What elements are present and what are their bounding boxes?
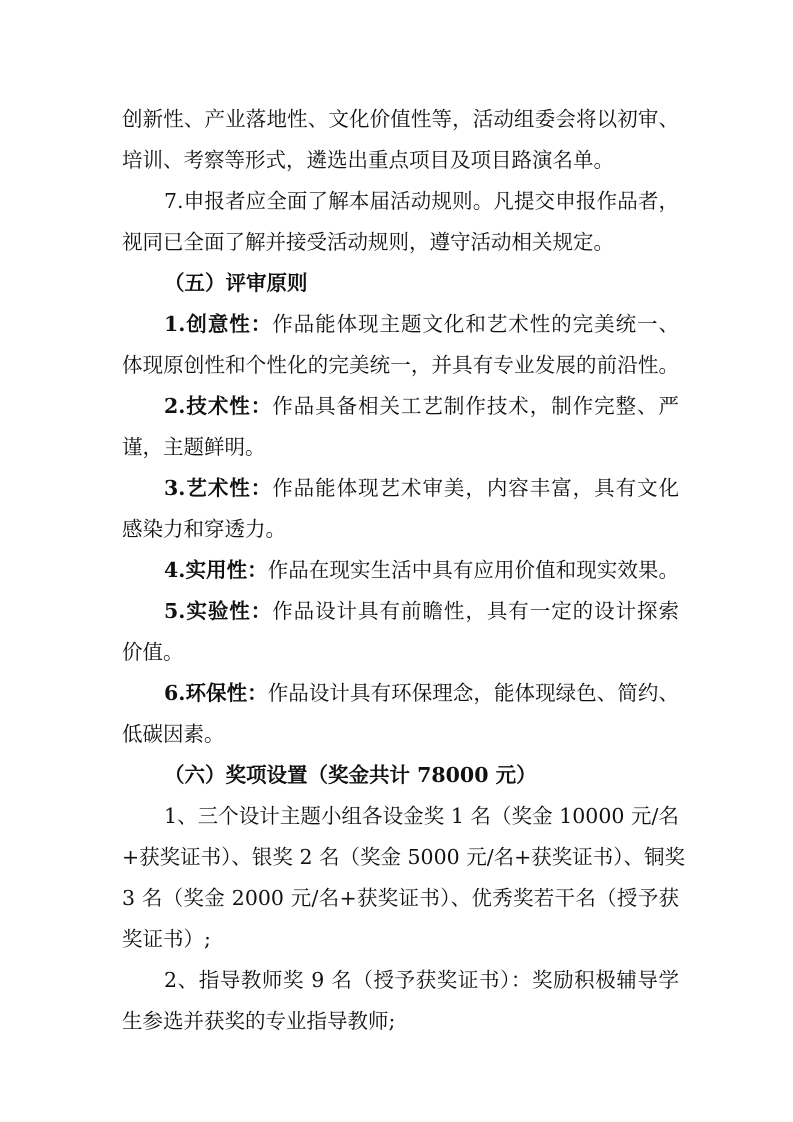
criterion-label: 1.创意性： [164,312,273,336]
criterion-label: 4.实用性： [164,558,268,582]
criterion-text: 作品设计具有环保理念，能体现绿色、简约、 [267,681,679,705]
award-line: 3 名（奖金 2000 元/名+获奖证书）、优秀奖若干名（授予获 [122,886,679,910]
paragraph-line: 视同已全面了解并接受活动规则，遵守活动相关规定。 [122,230,614,254]
paragraph-line: 培训、考察等形式，遴选出重点项目及项目路演名单。 [122,148,614,172]
paragraph-line: 创新性、产业落地性、文化价值性等，活动组委会将以初审、 [122,107,679,131]
criterion-label: 2.技术性： [164,394,273,418]
section-heading: （六）奖项设置（奖金共计 78000 元） [164,763,537,787]
criterion-label: 6.环保性： [164,681,268,705]
criterion-text: 作品在现实生活中具有应用价值和现实效果。 [267,558,679,582]
criterion-cont: 感染力和穿透力。 [122,517,286,541]
criterion-line [164,391,679,421]
criterion-line [164,678,679,708]
award-line: 1、三个设计主题小组各设金奖 1 名（奖金 10000 元/名 [164,804,679,828]
award-line: 生参选并获奖的专业指导教师; [122,1009,396,1033]
award-line: 奖证书）; [122,927,211,951]
criterion-cont: 谨，主题鲜明。 [122,435,266,459]
criterion-line [164,555,679,585]
criterion-label: 5.实验性： [164,599,273,623]
criterion-text: 作品能体现主题文化和艺术性的完美统一、 [272,312,680,336]
criterion-label: 3.艺术性： [164,476,273,500]
criterion-cont: 价值。 [122,640,184,664]
criterion-line [164,309,679,339]
criterion-cont: 体现原创性和个性化的完美统一，并具有专业发展的前沿性。 [122,353,679,377]
criterion-text: 作品能体现艺术审美，内容丰富，具有文化 [272,476,680,500]
criterion-text: 作品设计具有前瞻性，具有一定的设计探索 [272,599,680,623]
criterion-cont: 低碳因素。 [122,722,225,746]
award-line: 2、指导教师奖 9 名（授予获奖证书）：奖励积极辅导学 [164,968,679,992]
criterion-line [164,473,679,503]
criterion-text: 作品具备相关工艺制作技术，制作完整、严 [272,394,680,418]
award-line: +获奖证书）、银奖 2 名（奖金 5000 元/名+获奖证书）、铜奖 [122,845,686,869]
criterion-line [164,596,679,626]
section-heading: （五）评审原则 [164,271,308,295]
paragraph-line: 7.申报者应全面了解本届活动规则。凡提交申报作品者， [164,189,679,213]
